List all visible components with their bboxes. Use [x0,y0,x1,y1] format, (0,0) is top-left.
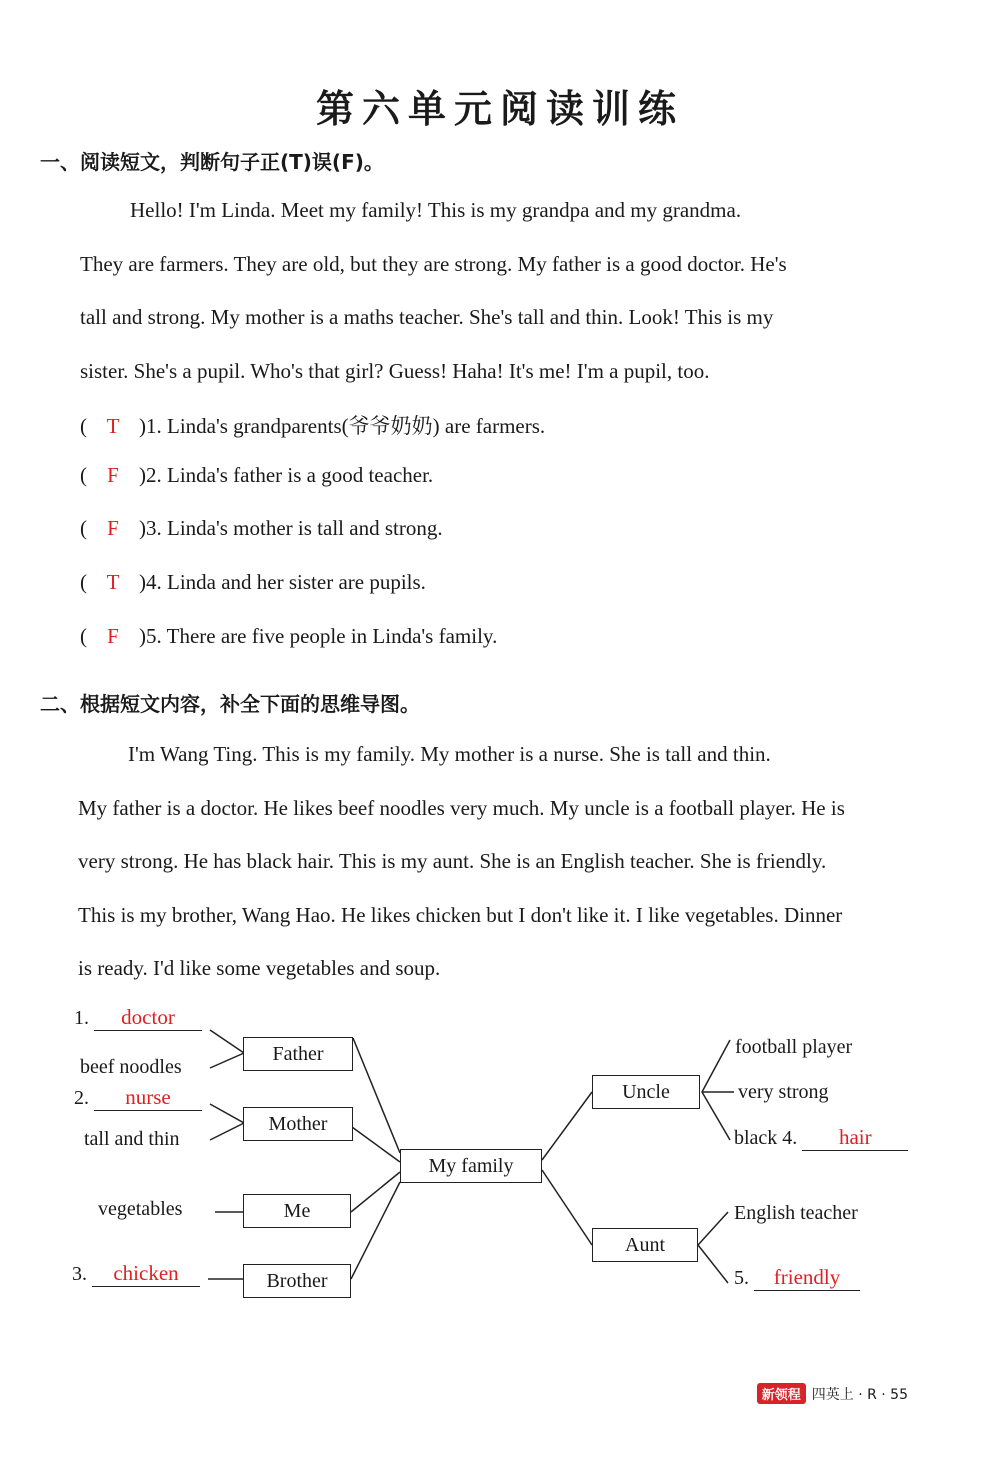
label-5 [734,1266,860,1291]
answer-5: friendly [754,1266,860,1291]
connector-aunt-branches [698,1212,728,1283]
passage-line: tall and strong. My mother is a maths teacher. She's tall and thin. Look! This is my [80,305,774,329]
connector-mother-center [352,1127,400,1162]
page-title: 第六单元阅读训练 [315,87,684,131]
node-me: Me [243,1194,351,1228]
blank-number: 1. [74,1007,89,1029]
connector-me-center [351,1172,400,1212]
node-center: My family [400,1149,542,1183]
question-text: )2. Linda's father is a good teacher. [139,463,434,487]
question-item: ( T )1. Linda's grandparents(爷爷奶奶) are farmers. [80,414,546,438]
passage-line: I'm Wang Ting. This is my family. My mother is a nurse. She is tall and thin. [128,742,771,766]
passage-line: sister. She's a pupil. Who's that girl? Guess! Haha! It's me! I'm a pupil, too. [80,358,710,383]
node-aunt: Aunt [592,1228,698,1262]
answer-mark: F [107,516,119,540]
connector-father [210,1030,244,1068]
question-text: )4. Linda and her sister are pupils. [139,570,426,594]
node-mother: Mother [243,1107,353,1141]
passage-line: is ready. I'd like some vegetables and soup. [78,956,441,980]
question-item: ( F )5. There are five people in Linda's family. [80,624,498,648]
question-text: )3. Linda's mother is tall and strong. [139,516,443,540]
connector-mother [210,1104,244,1140]
label-very-strong: very strong [738,1081,829,1103]
label-english-teacher: English teacher [734,1202,858,1224]
section2-heading: 二、根据短文内容，补全下面的思维导图。 [40,692,420,716]
question-item: ( T )4. Linda and her sister are pupils. [80,570,426,594]
label-1 [74,1006,202,1031]
node-uncle: Uncle [592,1075,700,1109]
answer-mark: F [107,463,119,487]
label-beef-noodles: beef noodles [80,1056,182,1078]
question-text: )1. Linda's grandparents(爷爷奶奶) are farmers. [139,414,546,438]
answer-2: nurse [94,1086,202,1111]
passage-line: They are farmers. They are old, but they are strong. My father is a good doctor. He's [80,251,787,276]
connector-father-center [353,1038,400,1153]
passage-line: This is my brother, Wang Hao. He likes chicken but I don't like it. I like vegetables. Dinner [78,902,843,927]
label-football-player: football player [735,1036,853,1058]
label-4 [734,1126,908,1151]
question-item: ( F )2. Linda's father is a good teacher. [80,463,434,487]
passage-line: very strong. He has black hair. This is my aunt. She is an English teacher. She is friendly. [78,849,827,873]
answer-1: doctor [94,1006,202,1031]
answer-mark: T [106,570,120,594]
blank-number: 5. [734,1267,749,1289]
node-brother: Brother [243,1264,351,1298]
connector-brother-center [351,1182,400,1279]
node-father: Father [243,1037,353,1071]
passage-line: My father is a doctor. He likes beef noodles very much. My uncle is a football player. He is [78,795,845,820]
page-number: 四英上 · R · 55 [811,1386,908,1403]
connector-center-uncle [542,1092,592,1160]
label-vegetables: vegetables [98,1198,183,1220]
label-tall-thin: tall and thin [84,1128,180,1150]
label-3 [72,1262,200,1287]
label-black: black 4. [734,1127,798,1149]
section1-heading: 一、阅读短文，判断句子正(T)误(F)。 [40,150,384,174]
blank-number: 3. [72,1263,87,1285]
connector-center-aunt [542,1170,592,1245]
answer-mark: F [107,624,119,648]
passage-line: Hello! I'm Linda. Meet my family! This is my grandpa and my grandma. [130,198,742,222]
answer-3: chicken [92,1262,200,1287]
connector-uncle-branches [702,1040,730,1140]
answer-mark: T [106,414,120,438]
answer-4: hair [802,1126,908,1151]
question-item: ( F )3. Linda's mother is tall and strong. [80,516,443,540]
label-2 [74,1086,202,1111]
page-footer [757,1383,908,1404]
question-text: )5. There are five people in Linda's family. [139,624,498,648]
blank-number: 2. [74,1087,89,1109]
publisher-logo: 新领程 [757,1383,806,1404]
